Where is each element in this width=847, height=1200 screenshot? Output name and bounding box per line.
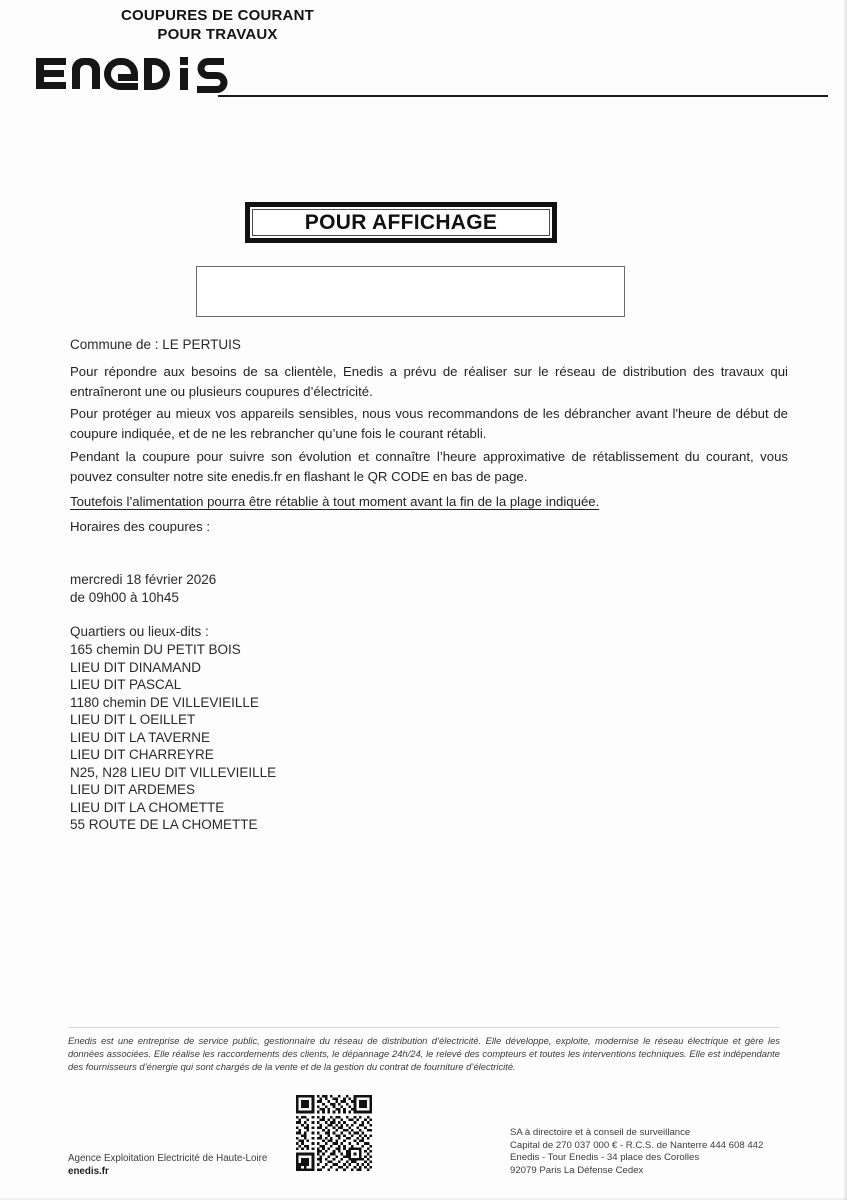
list-item: 1180 chemin DE VILLEVIEILLE <box>70 694 259 710</box>
pour-affichage-inner-frame <box>252 209 550 236</box>
list-item: LIEU DIT L OEILLET <box>70 712 196 727</box>
coupures-title-line2: POUR TRAVAUX <box>157 26 278 43</box>
notice-underlined-text: Toutefois l’alimentation pourra être rétablie à tout moment avant la fin de la plage indiquée. <box>70 494 600 509</box>
paragraph-travaux: Pour répondre aux besoins de sa clientèle, Enedis a prévu de réaliser sur le réseau de distribution des travaux qui entraîneront une ou plusieurs coupures d’électricité. <box>70 364 788 399</box>
list-item: LIEU DIT LA CHOMETTE <box>70 799 225 815</box>
agency-name: Agence Exploitation Electricité de Haute-Loire <box>68 1153 268 1164</box>
pour-affichage-box <box>245 202 557 243</box>
coupures-de-courant-box <box>196 266 625 317</box>
footer-legal-text: Enedis est une entreprise de service public, gestionnaire du réseau de distribution d’électricité. Elle développe, exploite, modernise le réseau électrique et gère les données associées. Elle réalise les raccordements des clients, le dépannage 24h/24, le relevé des compteurs et toutes les interventions techniques. Elle est indépendante des fournisseurs d’énergie qui sont chargés de la vente et de la gestion du contrat de fourniture d’électricité. <box>68 1035 780 1073</box>
locations-label: Quartiers ou lieux-dits : <box>70 624 209 639</box>
list-item: LIEU DIT ARDEMES <box>70 782 196 797</box>
corporate-line-2: Capital de 270 037 000 € - R.C.S. de Nanterre 444 608 442 <box>510 1139 764 1151</box>
pour-affichage-title: POUR AFFICHAGE <box>304 210 498 234</box>
list-item: LIEU DIT CHARREYRE <box>70 747 214 762</box>
scan-edge-right <box>843 0 847 1200</box>
header-divider <box>218 95 828 97</box>
list-item: N25, N28 LIEU DIT VILLEVIEILLE <box>70 764 277 780</box>
schedule-block <box>70 571 216 606</box>
corporate-line-1: SA à directoire et à conseil de surveillance <box>510 1127 691 1138</box>
coupures-title-text <box>3 6 432 44</box>
schedule-time-range: de 09h00 à 10h45 <box>70 589 179 605</box>
list-item: 55 ROUTE DE LA CHOMETTE <box>70 817 258 832</box>
paragraph-qr-code: Pendant la coupure pour suivre son évolution et connaître l’heure approximative de rétablissement du courant, vous pouvez consulter notre site enedis.fr en flashant le QR CODE en bas de page. <box>70 449 788 484</box>
notice-underlined <box>70 492 788 512</box>
locations-list <box>70 641 276 834</box>
horaires-label: Horaires des coupures : <box>70 519 211 534</box>
corporate-info-block <box>510 1127 763 1177</box>
paragraph-appareils-sensibles: Pour protéger au mieux vos appareils sensibles, nous vous recommandons de les débrancher avant l'heure de début de coupure indiquée, et de ne les rebrancher qu’une fois le courant rétabli. <box>70 406 788 441</box>
agency-info-block <box>68 1152 267 1178</box>
coupures-title-line1: COUPURES DE COURANT <box>121 7 314 24</box>
list-item: LIEU DIT DINAMAND <box>70 659 202 675</box>
agency-website: enedis.fr <box>68 1166 109 1177</box>
corporate-line-3: Enedis - Tour Enedis - 34 place des Corolles <box>510 1152 700 1164</box>
commune-line: Commune de : LE PERTUIS <box>70 337 241 352</box>
list-item: LIEU DIT LA TAVERNE <box>70 729 211 745</box>
corporate-line-4: 92079 Paris La Défense Cedex <box>510 1164 644 1176</box>
schedule-date: mercredi 18 février 2026 <box>70 572 217 587</box>
list-item: 165 chemin DU PETIT BOIS <box>70 642 241 657</box>
list-item: LIEU DIT PASCAL <box>70 677 182 692</box>
enedis-logo-icon <box>34 52 234 100</box>
footer-divider <box>68 1027 780 1028</box>
qr-code-icon <box>296 1095 372 1171</box>
